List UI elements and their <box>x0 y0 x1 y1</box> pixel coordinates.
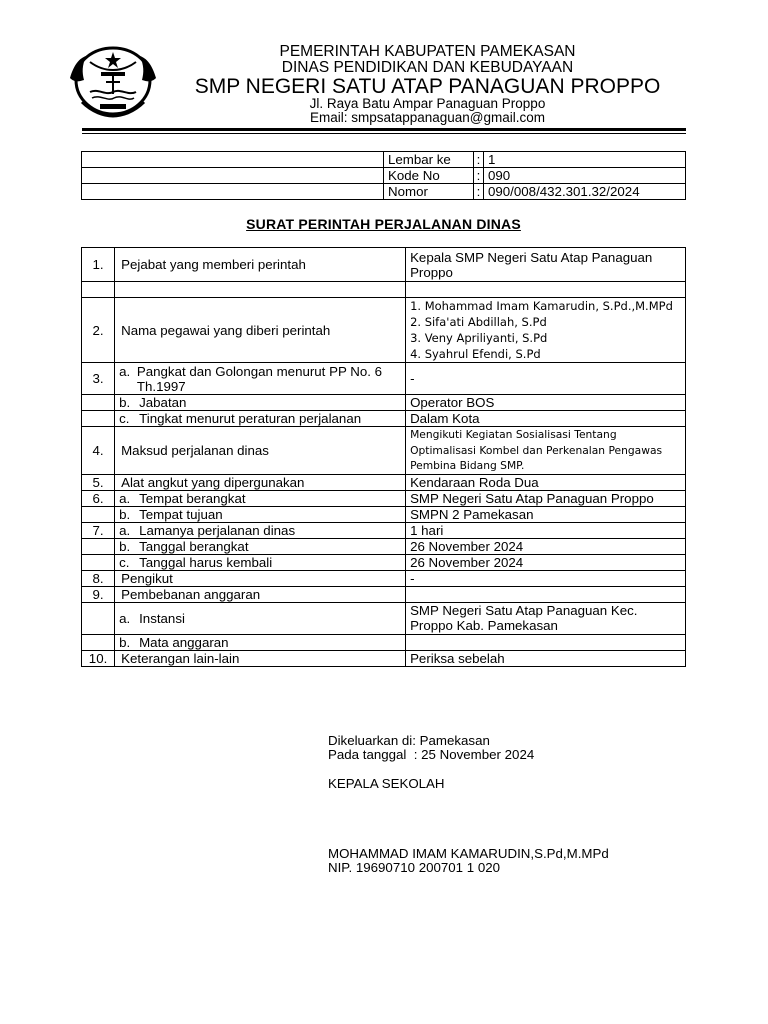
signatory-name: MOHAMMAD IMAM KAMARUDIN,S.Pd,M.MPd <box>328 846 609 861</box>
staff-item: 1. Mohammad Imam Kamarudin, S.Pd.,M.MPd <box>410 299 673 313</box>
row-value: SMP Negeri Satu Atap Panaguan Proppo <box>406 490 686 506</box>
row-value: SMP Negeri Satu Atap Panaguan Kec. Proppo Kab. Pamekasan <box>406 602 686 634</box>
table-row <box>82 570 686 586</box>
reference-colon: : <box>474 152 484 168</box>
row-item-text: Maksud perjalanan dinas <box>121 442 269 458</box>
reference-row <box>82 152 686 168</box>
row-item <box>115 538 406 554</box>
row-item <box>115 650 406 666</box>
sub-letter: a. <box>119 363 131 379</box>
sub-letter: a. <box>119 490 131 506</box>
row-value: Kendaraan Roda Dua <box>406 474 686 490</box>
reference-value: 090 <box>484 168 686 184</box>
document-title: SURAT PERINTAH PERJALANAN DINAS <box>246 216 521 232</box>
table-row <box>82 298 686 363</box>
row-number: 10. <box>82 650 115 666</box>
sub-letter: a. <box>119 522 131 538</box>
table-row <box>82 363 686 395</box>
reference-blank-cell <box>82 152 384 168</box>
row-value: Kepala SMP Negeri Satu Atap Panaguan Proppo <box>406 248 686 282</box>
row-number: 3. <box>82 363 115 395</box>
row-item <box>115 634 406 650</box>
row-item-text: Keterangan lain-lain <box>121 650 240 666</box>
empty-cell <box>115 282 406 298</box>
empty-cell <box>82 554 115 570</box>
empty-cell <box>82 538 115 554</box>
row-item <box>115 474 406 490</box>
table-row <box>82 506 686 522</box>
row-number: 5. <box>82 474 115 490</box>
reference-colon: : <box>474 184 484 200</box>
row-number: 9. <box>82 586 115 602</box>
staff-item: 4. Syahrul Efendi, S.Pd <box>410 347 541 361</box>
reference-row <box>82 168 686 184</box>
row-item <box>115 586 406 602</box>
reference-label: Lembar ke <box>384 152 474 168</box>
row-item-text: Tempat tujuan <box>139 506 223 522</box>
row-number: 7. <box>82 522 115 538</box>
sub-letter: a. <box>119 610 131 626</box>
row-item-text: Pembebanan anggaran <box>121 586 261 602</box>
reference-value: 1 <box>484 152 686 168</box>
row-value <box>406 634 686 650</box>
row-item-text: Pengikut <box>121 570 173 586</box>
row-item <box>115 570 406 586</box>
row-value: 1 hari <box>406 522 686 538</box>
empty-cell <box>406 282 686 298</box>
row-item-text: Tingkat menurut peraturan perjalanan <box>139 411 362 426</box>
row-item <box>115 427 406 475</box>
sub-letter: b. <box>119 634 131 650</box>
row-item-text: Tanggal berangkat <box>139 538 249 554</box>
table-row <box>82 474 686 490</box>
row-item-text: Pejabat yang memberi perintah <box>121 257 306 272</box>
reference-value: 090/008/432.301.32/2024 <box>484 184 686 200</box>
reference-table <box>81 151 686 200</box>
table-row <box>82 538 686 554</box>
table-row <box>82 650 686 666</box>
letterhead-school-name: SMP NEGERI SATU ATAP PANAGUAN PROPPO <box>194 75 661 98</box>
sub-letter: c. <box>119 554 130 570</box>
letterhead-email: Email: smpsatappanaguan@gmail.com <box>309 110 546 125</box>
table-row <box>82 427 686 475</box>
letterhead-government-line: PEMERINTAH KABUPATEN PAMEKASAN <box>279 43 576 60</box>
row-item <box>115 490 406 506</box>
row-number: 2. <box>82 298 115 363</box>
row-item-text: Mata anggaran <box>139 634 229 650</box>
table-row <box>82 411 686 427</box>
sub-letter: b. <box>119 506 131 522</box>
reference-label: Nomor <box>384 184 474 200</box>
row-item <box>115 363 406 395</box>
reference-colon: : <box>474 168 484 184</box>
travel-order-table <box>81 247 686 667</box>
issued-date: Pada tanggal : 25 November 2024 <box>328 747 535 762</box>
table-row <box>82 586 686 602</box>
row-item-text: Pangkat dan Golongan menurut PP No. 6 Th.1997 <box>136 363 383 394</box>
empty-cell <box>82 411 115 427</box>
row-item <box>115 522 406 538</box>
row-item <box>115 602 406 634</box>
row-value: 26 November 2024 <box>406 554 686 570</box>
signatory-position: KEPALA SEKOLAH <box>328 776 445 791</box>
letterhead-divider <box>82 128 686 131</box>
empty-cell <box>82 634 115 650</box>
row-number: 4. <box>82 427 115 475</box>
letterhead-department-line: DINAS PENDIDIKAN DAN KEBUDAYAAN <box>281 59 574 76</box>
reference-label: Kode No <box>384 168 474 184</box>
sub-letter: b. <box>119 538 131 554</box>
table-row <box>82 522 686 538</box>
row-item-text: Instansi <box>139 610 185 626</box>
pamekasan-regency-emblem-icon <box>68 42 158 120</box>
empty-cell <box>82 395 115 411</box>
signatory-nip: NIP. 19690710 200701 1 020 <box>328 860 501 875</box>
row-item <box>115 411 406 427</box>
row-item-text: Alat angkut yang dipergunakan <box>121 474 305 490</box>
row-item-text: Tanggal harus kembali <box>139 554 273 570</box>
row-value: Operator BOS <box>406 395 686 411</box>
table-row <box>82 634 686 650</box>
issued-place: Dikeluarkan di: Pamekasan <box>328 733 490 748</box>
row-item-text: Tempat berangkat <box>139 490 246 506</box>
row-value: SMPN 2 Pamekasan <box>406 506 686 522</box>
row-value: Mengikuti Kegiatan Sosialisasi Tentang Optimalisasi Kombel dan Perkenalan Pengawas Pembina Bidang SMP. <box>406 427 686 475</box>
row-item <box>115 506 406 522</box>
row-number: 1. <box>82 248 115 282</box>
row-item <box>115 554 406 570</box>
row-value: Dalam Kota <box>406 411 686 427</box>
row-number: 6. <box>82 490 115 506</box>
staff-list <box>406 298 686 363</box>
row-item-text: Nama pegawai yang diberi perintah <box>121 322 331 338</box>
table-row <box>82 554 686 570</box>
row-item <box>115 298 406 363</box>
sub-letter: c. <box>119 411 130 426</box>
table-row <box>82 248 686 282</box>
row-value: 26 November 2024 <box>406 538 686 554</box>
row-item-text: Lamanya perjalanan dinas <box>139 522 296 538</box>
sub-letter: b. <box>119 395 131 410</box>
empty-cell <box>406 586 686 602</box>
table-row-empty <box>82 282 686 298</box>
row-item <box>115 248 406 282</box>
table-row <box>82 490 686 506</box>
letterhead-address: Jl. Raya Batu Ampar Panaguan Proppo <box>309 96 546 111</box>
letterhead-divider-thin <box>82 133 686 134</box>
empty-cell <box>82 282 115 298</box>
row-item-text: Jabatan <box>139 395 187 410</box>
table-row <box>82 602 686 634</box>
reference-blank-cell <box>82 168 384 184</box>
row-value: - <box>406 570 686 586</box>
empty-cell <box>82 602 115 634</box>
table-row <box>82 395 686 411</box>
row-item <box>115 395 406 411</box>
row-value: Periksa sebelah <box>406 650 686 666</box>
row-value: - <box>406 363 686 395</box>
staff-item: 3. Veny Apriliyanti, S.Pd <box>410 331 548 345</box>
reference-blank-cell <box>82 184 384 200</box>
staff-item: 2. Sifa'ati Abdillah, S.Pd <box>410 315 547 329</box>
empty-cell <box>82 506 115 522</box>
row-number: 8. <box>82 570 115 586</box>
reference-row <box>82 184 686 200</box>
